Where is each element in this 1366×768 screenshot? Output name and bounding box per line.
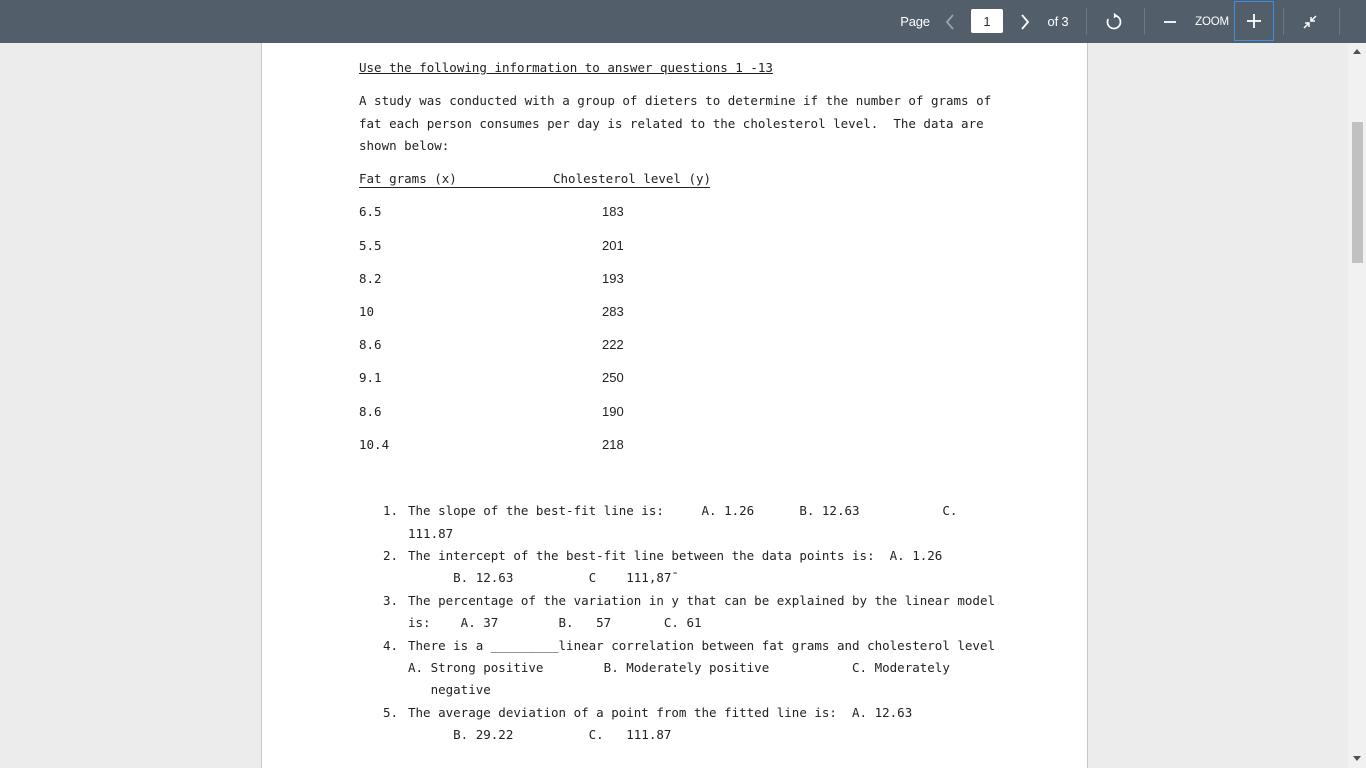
table-cell-x: 5.5 — [359, 238, 382, 253]
question-text: There is a _________linear correlation between fat grams and cholesterol level — [408, 638, 995, 653]
question-number: 1. — [383, 503, 399, 518]
question-text: The average deviation of a point from the fitted line is: A. 12.63 — [408, 705, 913, 720]
page-number-input[interactable]: 1 — [971, 9, 1003, 33]
toolbar-divider — [1144, 8, 1145, 35]
question-text: negative — [408, 682, 491, 697]
page-label: Page — [900, 14, 930, 29]
question-text: The percentage of the variation in y that can be explained by the linear model — [408, 593, 995, 608]
scroll-up-arrow-icon[interactable] — [1353, 49, 1361, 54]
table-cell-x: 10.4 — [359, 437, 390, 452]
table-cell-x: 9.1 — [359, 370, 382, 385]
document-viewer — [0, 43, 1366, 768]
exit-fullscreen-button[interactable] — [1298, 0, 1322, 43]
scrollbar-thumb[interactable] — [1352, 122, 1363, 263]
table-cell-y: 283 — [602, 304, 624, 319]
question-text: The slope of the best-fit line is: A. 1.26 B. 12.63 C. — [408, 503, 958, 518]
chevron-left-icon — [945, 14, 955, 30]
pdf-toolbar — [0, 0, 1366, 43]
toolbar-divider — [1283, 8, 1284, 35]
table-cell-y: 201 — [602, 238, 624, 253]
table-cell-x: 8.2 — [359, 271, 382, 286]
rotate-icon — [1105, 13, 1123, 31]
vertical-scrollbar[interactable] — [1348, 43, 1366, 768]
plus-icon — [1246, 13, 1262, 29]
toolbar-divider — [1339, 8, 1340, 35]
table-cell-x: 8.6 — [359, 404, 382, 419]
question-text: B. 29.22 C. 111.87 — [408, 727, 672, 742]
question-number: 3. — [383, 593, 399, 608]
toolbar-divider — [1086, 8, 1087, 35]
table-cell-y: 193 — [602, 271, 624, 286]
scroll-down-arrow-icon[interactable] — [1353, 756, 1361, 761]
table-cell-x: 6.5 — [359, 204, 382, 219]
table-cell-y: 250 — [602, 370, 624, 385]
document-page — [261, 43, 1088, 768]
question-text: B. 12.63 C 111,87ˉ — [408, 570, 679, 585]
intro-line: shown below: — [359, 138, 450, 153]
chevron-right-icon — [1020, 14, 1030, 30]
table-cell-y: 222 — [602, 337, 624, 352]
question-text: A. Strong positive B. Moderately positive C. Moderately — [408, 660, 950, 675]
intro-line: fat each person consumes per day is related to the cholesterol level. The data are — [359, 116, 984, 131]
table-header-x: Fat grams (x) — [359, 171, 457, 186]
question-number: 4. — [383, 638, 399, 653]
table-header-underline — [359, 187, 710, 188]
question-text: is: A. 37 B. 57 C. 61 — [408, 615, 702, 630]
table-cell-x: 10 — [359, 304, 375, 319]
document-heading: Use the following information to answer questions 1 -13 — [359, 60, 773, 75]
minus-icon — [1163, 15, 1177, 29]
collapse-icon — [1301, 13, 1319, 31]
question-number: 2. — [383, 548, 399, 563]
zoom-label: ZOOM — [1195, 15, 1229, 28]
table-cell-y: 183 — [602, 204, 624, 219]
next-page-button[interactable] — [1015, 0, 1035, 43]
question-text: 111.87 — [408, 526, 454, 541]
total-pages: of 3 — [1047, 14, 1069, 29]
table-header-y: Cholesterol level (y) — [553, 171, 712, 186]
question-number: 5. — [383, 705, 399, 720]
question-text: The intercept of the best-fit line between the data points is: A. 1.26 — [408, 548, 943, 563]
zoom-in-button[interactable] — [1234, 1, 1274, 41]
table-cell-x: 8.6 — [359, 337, 382, 352]
table-cell-y: 218 — [602, 437, 624, 452]
intro-line: A study was conducted with a group of dieters to determine if the number of grams of — [359, 93, 992, 108]
rotate-button[interactable] — [1102, 0, 1126, 43]
previous-page-button[interactable] — [940, 0, 960, 43]
table-cell-y: 190 — [602, 404, 624, 419]
zoom-out-button[interactable] — [1160, 0, 1180, 43]
